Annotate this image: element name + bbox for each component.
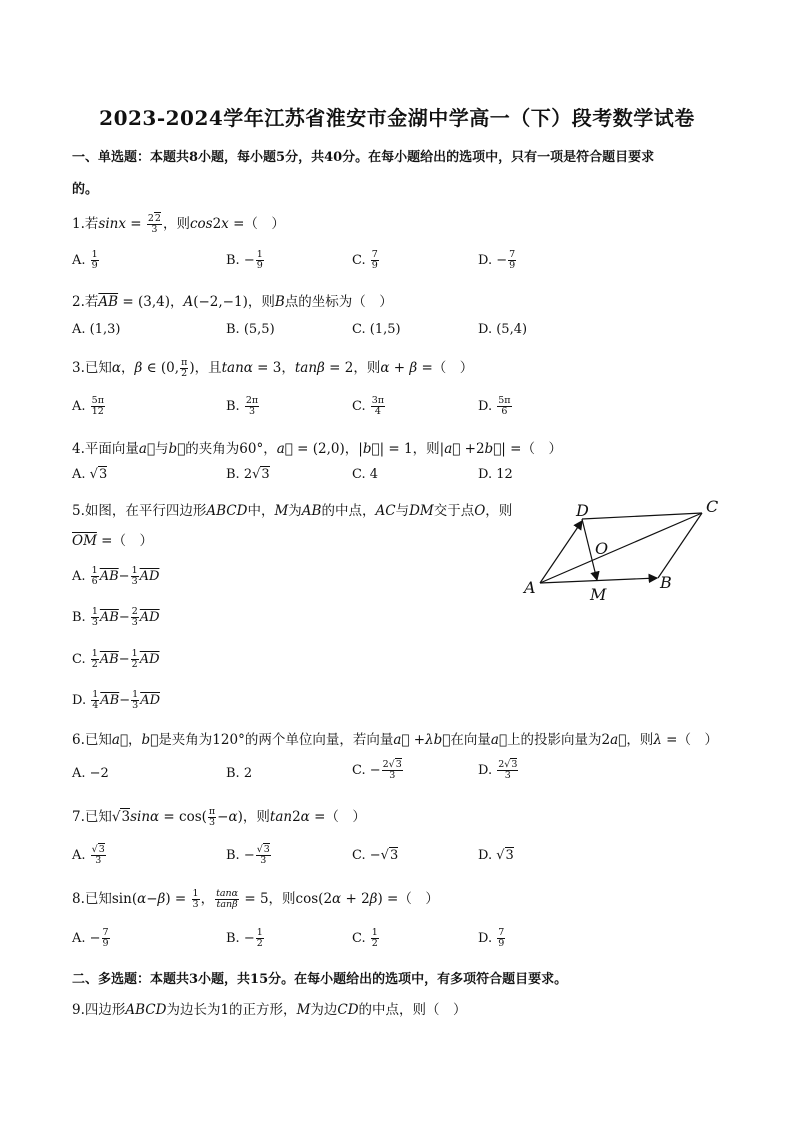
label-m: M: [590, 585, 607, 604]
q7-option-d: D. √3: [478, 848, 514, 863]
q5-option-d: D. $\frac{1}{4}$ $\overline{AB}-$ $\frac{1}{3}$ $\overline{AD}$: [72, 689, 160, 711]
q2-option-d: D. (5,4): [478, 322, 528, 337]
q2-option-c: C. (1,5): [352, 322, 401, 337]
page-title: 2023-2024学年江苏省淮安市金湖中学高一（下）段考数学试卷: [99, 106, 695, 130]
q4-option-a: A. √3: [72, 467, 108, 482]
q4-option-c: C. 4: [352, 467, 379, 482]
section1-heading-line2: 的。: [72, 182, 99, 197]
q8-stem: 8.已知sin(α−β) = $\frac{1}{3}$ ， $\frac{\tan\alpha}{\tan\beta}$ = 5，则cos(2α + 2β) =（ ）: [72, 888, 439, 910]
q3-option-c: C. $\frac{3\pi}{4}$: [352, 395, 385, 417]
label-d: D: [576, 501, 589, 520]
q1-option-c: C. $\frac{7}{9}$: [352, 249, 378, 271]
parallelogram-figure: [518, 494, 732, 604]
q3-option-b: B. $\frac{2\pi}{3}$: [226, 395, 259, 417]
section2-heading: 二、多选题：本题共3小题，共15分。在每小题给出的选项中，有多项符合题目要求。: [72, 972, 568, 987]
q7-option-c: C. −√3: [352, 848, 399, 863]
q6-option-b: B. 2: [226, 766, 253, 781]
q5-stem-line1: 5.如图，在平行四边形ABCD中，M为AB的中点，AC与DM交于点O，则: [72, 503, 513, 519]
q7-option-b: B. − $\frac{√3}{3}$: [226, 844, 270, 866]
q4-option-b: B. 2√3: [226, 467, 270, 482]
q6-option-d: D. $\frac{2√3}{3}$: [478, 759, 518, 781]
q3-stem: 3.已知α，β ∈ (0, $\frac{\pi}{2}$ )，且tanα = 3，tanβ = 2，则α + β =（ ）: [72, 357, 474, 379]
q5-stem-line2: $\overline{OM}$ =（ ）: [72, 533, 153, 549]
q9-stem: 9.四边形ABCD为边长为1的正方形，M为边CD的中点，则（ ）: [72, 1002, 467, 1018]
q8-option-d: D. $\frac{7}{9}$: [478, 927, 505, 949]
q1-option-a: A. $\frac{1}{9}$: [72, 249, 98, 271]
vector-ab: [540, 578, 657, 583]
q5-option-b: B. $\frac{1}{3}$ $\overline{AB}-$ $\frac{2}{3}$ $\overline{AD}$: [72, 606, 160, 628]
q2-option-a: A. (1,3): [72, 322, 121, 337]
q4-stem: 4.平面向量a⃗与b⃗的夹角为60°，a⃗ = (2,0)，|b⃗| = 1，则|a⃗ +2b⃗| =（ ）: [72, 441, 562, 457]
q1-stem: 1.若sinx = $\frac{22}{3}$ ，则cos2x =（ ）: [72, 213, 285, 235]
q6-option-c: C. − $\frac{2√3}{3}$: [352, 759, 402, 781]
q6-stem: 6.已知a⃗，b⃗是夹角为120°的两个单位向量，若向量a⃗ +λb⃗在向量a⃗上的投影向量为2a⃗，则λ =（ ）: [72, 732, 718, 748]
q5-option-a: A. $\frac{1}{6}$ $\overline{AB}-$ $\frac{1}{3}$ $\overline{AD}$: [72, 565, 160, 587]
label-b: B: [660, 573, 672, 592]
label-a: A: [524, 578, 536, 597]
section1-heading-line1: 一、单选题：本题共8小题，每小题5分，共40分。在每小题给出的选项中，只有一项是符合题目要求: [72, 150, 655, 165]
q6-option-a: A. −2: [72, 766, 109, 781]
q8-option-a: A. − $\frac{7}{9}$: [72, 927, 109, 949]
q5-option-c: C. $\frac{1}{2}$ $\overline{AB}-$ $\frac{1}{2}$ $\overline{AD}$: [72, 648, 160, 670]
q2-stem: 2.若$\overline{AB} = (3,4)$，A(−2,−1)，则B点的坐标为（ ）: [72, 294, 393, 310]
q1-option-d: D. − $\frac{7}{9}$: [478, 249, 516, 271]
q7-stem: 7.已知√3sinα = cos( $\frac{\pi}{3}$ −α)，则tan2α =（ ）: [72, 806, 366, 828]
side-dc: [582, 513, 702, 519]
label-o: O: [595, 539, 609, 558]
q3-option-d: D. $\frac{5\pi}{6}$: [478, 395, 511, 417]
q2-option-b: B. (5,5): [226, 322, 275, 337]
label-c: C: [706, 497, 719, 516]
q4-option-d: D. 12: [478, 467, 513, 482]
q8-option-b: B. − $\frac{1}{2}$: [226, 927, 263, 949]
q3-option-a: A. $\frac{5\pi}{12}$: [72, 395, 104, 417]
q1-option-b: B. − $\frac{1}{9}$: [226, 249, 263, 271]
q8-option-c: C. $\frac{1}{2}$: [352, 927, 378, 949]
q7-option-a: A. $\frac{√3}{3}$: [72, 844, 105, 866]
